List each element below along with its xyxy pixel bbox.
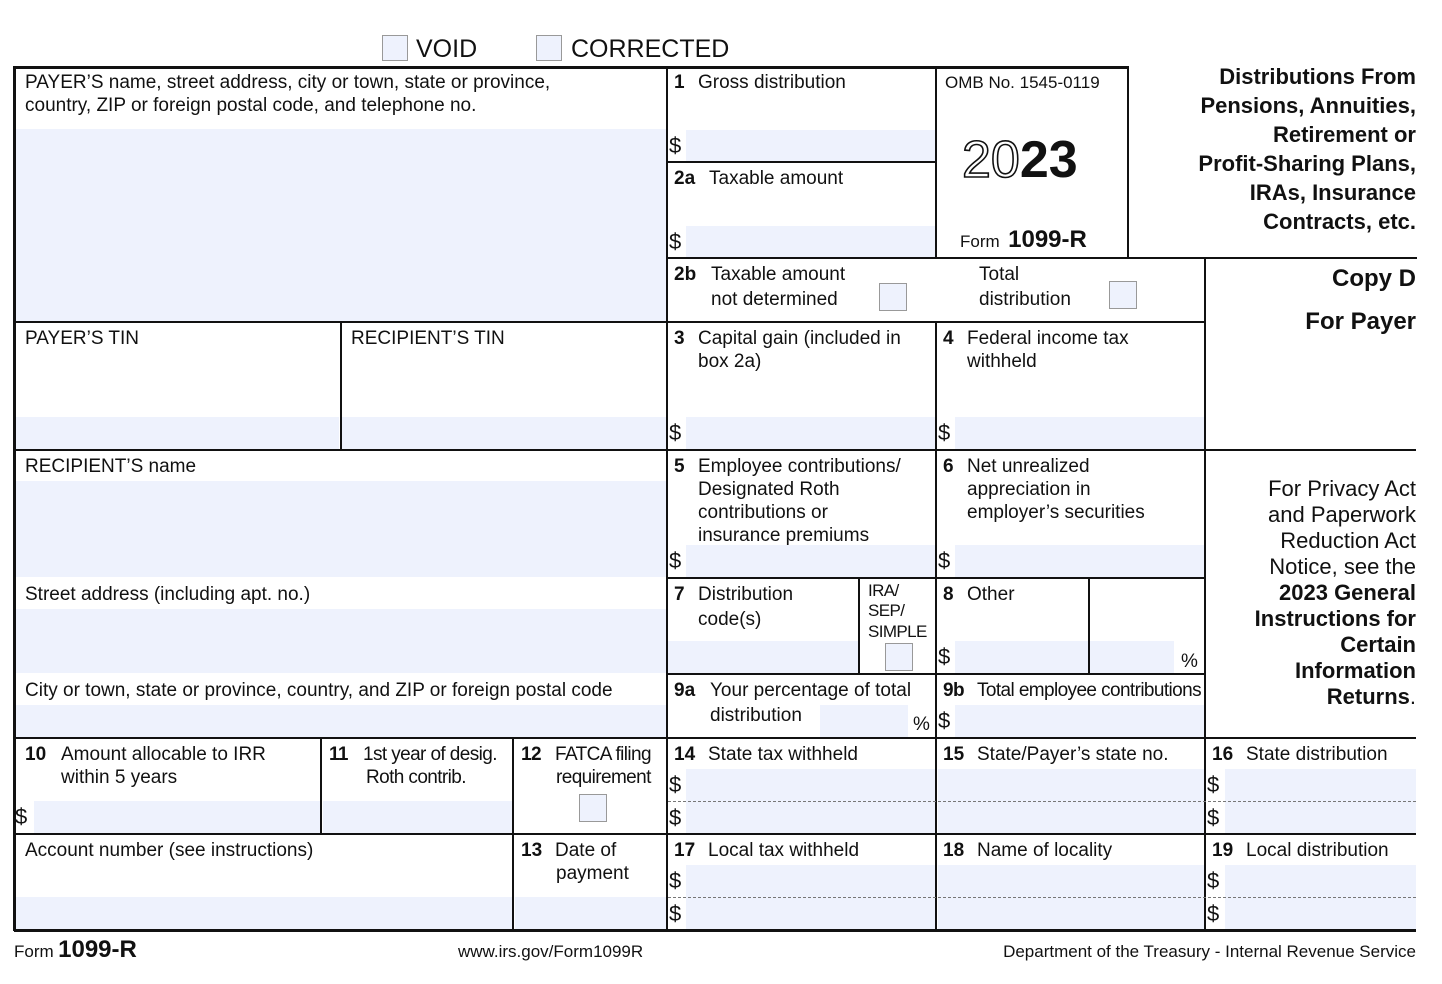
box2b-number: 2b (674, 264, 697, 285)
dollar-sign: $ (669, 901, 682, 926)
total-distribution-label-2: distribution (979, 289, 1071, 310)
box11-input[interactable] (323, 801, 513, 833)
total-distribution-checkbox[interactable] (1109, 281, 1137, 309)
tax-year (962, 132, 1078, 188)
box9a-text: Your percentage of total (710, 680, 912, 701)
footer-form-number: 1099-R (58, 936, 137, 963)
tax-year-bold: 23 (1019, 131, 1078, 189)
divider (14, 737, 1416, 739)
form-title-line: Pensions, Annuities, (1200, 93, 1416, 118)
box2b-label-2: not determined (711, 289, 838, 310)
box5-number: 5 (674, 456, 685, 477)
instructions-link: Information (1295, 658, 1416, 683)
box4-label (943, 327, 1129, 350)
box19-number: 19 (1212, 840, 1234, 861)
box5-input[interactable] (686, 545, 935, 577)
box4-label-2: withheld (967, 351, 1037, 372)
ira-label-2: SEP/ (868, 601, 905, 620)
divider (858, 578, 860, 674)
instructions-link: Returns (1326, 684, 1410, 709)
box10-number: 10 (25, 744, 47, 765)
dollar-sign: $ (669, 772, 682, 797)
box3-label-2: box 2a) (698, 351, 762, 372)
box6-label-3: employer’s securities (967, 502, 1145, 523)
box14-number: 14 (674, 744, 696, 765)
account-number-label: Account number (see instructions) (25, 840, 314, 861)
box2b-label (674, 263, 845, 286)
recipient-tin-label: RECIPIENT’S TIN (351, 328, 505, 349)
box10-text: Amount allocable to IRR (61, 744, 266, 765)
footer-form-word: Form (14, 942, 54, 961)
dollar-sign: $ (15, 804, 28, 829)
box9b-input[interactable] (955, 705, 1204, 737)
box5-label-4: insurance premiums (698, 525, 870, 546)
fatca-checkbox[interactable] (579, 794, 607, 822)
form-title-line: Retirement or (1272, 122, 1416, 147)
box14-text: State tax withheld (708, 744, 858, 765)
box15-text: State/Payer’s state no. (977, 744, 1169, 765)
form-border-left (13, 66, 16, 931)
divider (14, 833, 1416, 835)
recipient-name-label: RECIPIENT’S name (25, 456, 197, 477)
box12-label (521, 743, 651, 766)
box4-text: Federal income tax (967, 328, 1129, 349)
box6-text: Net unrealized (967, 456, 1090, 477)
box9b-number: 9b (943, 680, 964, 701)
box8-number: 8 (943, 584, 954, 605)
dollar-sign: $ (669, 133, 682, 158)
dollar-sign: $ (669, 229, 682, 254)
box1-label (674, 71, 846, 94)
form-title-line: Distributions From (1219, 64, 1416, 89)
box9b-text: Total employee contributions (977, 680, 1202, 701)
void-checkbox[interactable] (382, 35, 408, 61)
dashed-divider (668, 897, 1416, 898)
ira-label-1: IRA/ (868, 581, 899, 600)
box3-text: Capital gain (included in (698, 328, 901, 349)
divider (667, 257, 1417, 259)
notice-period: . (1409, 684, 1416, 709)
notice-line: Notice, see the (1269, 554, 1416, 579)
divider (14, 449, 1416, 451)
box1-number: 1 (674, 72, 685, 93)
dollar-sign: $ (938, 708, 951, 733)
box8-label (943, 583, 1015, 606)
box2a-label (674, 167, 843, 190)
divider (667, 161, 937, 163)
divider (340, 322, 342, 450)
dollar-sign: $ (669, 868, 682, 893)
for-payer-label: For Payer (1305, 308, 1416, 335)
box3-label (674, 327, 901, 350)
box9a-number: 9a (674, 680, 696, 701)
box5-label-2: Designated Roth (698, 479, 840, 500)
box13-label-2: payment (556, 863, 629, 884)
box3-number: 3 (674, 328, 685, 349)
payer-name-label-2: country, ZIP or foreign postal code, and telephone no. (25, 95, 477, 116)
box9a-input[interactable] (820, 705, 908, 737)
divider (1088, 578, 1090, 674)
box5-label-3: contributions or (698, 502, 828, 523)
notice-line: For Privacy Act (1268, 476, 1416, 501)
box13-input[interactable] (515, 897, 666, 929)
instructions-link: Instructions for (1254, 606, 1416, 631)
box6-input[interactable] (955, 545, 1204, 577)
payer-tin-input[interactable] (16, 417, 339, 449)
divider (1204, 258, 1206, 930)
copy-label: Copy D (1332, 265, 1416, 292)
ira-sep-simple-checkbox[interactable] (885, 643, 913, 671)
form-word: Form (960, 232, 1000, 251)
omb-number: OMB No. 1545-0119 (945, 73, 1100, 92)
street-address-input[interactable] (16, 609, 667, 673)
void-label: VOID (416, 35, 478, 63)
form-title-line: IRAs, Insurance (1249, 180, 1416, 205)
dollar-sign: $ (669, 548, 682, 573)
agency-label: Department of the Treasury - Internal Revenue Service (1003, 942, 1416, 961)
box11-text: 1st year of desig. (363, 744, 497, 765)
dollar-sign: $ (1207, 868, 1220, 893)
divider (14, 321, 1206, 323)
notice-line: and Paperwork (1268, 502, 1416, 527)
form-border-top (14, 66, 1128, 69)
box15-number: 15 (943, 744, 965, 765)
dollar-sign: $ (1207, 772, 1220, 797)
box12-number: 12 (521, 744, 541, 765)
box2b-text: Taxable amount (711, 264, 846, 285)
box12-label-2: requirement (556, 767, 651, 788)
box7-text: Distribution (698, 584, 794, 605)
ira-label-3: SIMPLE (868, 622, 927, 641)
city-input[interactable] (16, 705, 667, 737)
box19-text: Local distribution (1246, 840, 1389, 861)
privacy-notice (1255, 476, 1416, 710)
box18-number: 18 (943, 840, 965, 861)
box8-percent-sign: % (1181, 651, 1198, 672)
box7-input[interactable] (668, 641, 858, 673)
form-title-line: Contracts, etc. (1263, 209, 1416, 234)
footer-form-id (14, 936, 137, 964)
box9a-label-2: distribution (710, 705, 802, 726)
corrected-checkbox[interactable] (536, 35, 562, 61)
box16-text: State distribution (1246, 744, 1388, 765)
tax-year-outline: 20 (962, 131, 1020, 189)
box10-label (25, 743, 266, 766)
box11-label (329, 743, 497, 766)
city-label: City or town, state or province, country, and ZIP or foreign postal code (25, 680, 613, 701)
box1-text: Gross distribution (698, 72, 846, 93)
form-number: 1099-R (1008, 226, 1087, 253)
box9a-percent-sign: % (913, 714, 930, 735)
dollar-sign: $ (1207, 901, 1220, 926)
dollar-sign: $ (938, 420, 951, 445)
dollar-sign: $ (669, 420, 682, 445)
box13-label (521, 839, 616, 862)
box17-number: 17 (674, 840, 696, 861)
form-title-line: Profit-Sharing Plans, (1198, 151, 1416, 176)
box4-number: 4 (943, 328, 954, 349)
corrected-label: CORRECTED (571, 35, 730, 63)
payer-name-label-1: PAYER’S name, street address, city or town, state or province, (25, 72, 551, 93)
box8-percent-input[interactable] (1090, 641, 1174, 673)
box6-label-2: appreciation in (967, 479, 1091, 500)
box7-label (674, 583, 793, 606)
box6-label (943, 455, 1090, 478)
box2a-number: 2a (674, 168, 696, 189)
box8-text: Other (967, 584, 1015, 605)
box1-input[interactable] (686, 130, 935, 161)
box8-input[interactable] (955, 641, 1088, 673)
box16-label (1212, 743, 1388, 766)
box7-number: 7 (674, 584, 685, 605)
notice-line: Reduction Act (1280, 528, 1416, 553)
dollar-sign: $ (938, 548, 951, 573)
box3-input[interactable] (686, 417, 935, 449)
box15-label (943, 743, 1169, 766)
dollar-sign: $ (669, 805, 682, 830)
instructions-link: 2023 General (1279, 580, 1416, 605)
payer-tin-label: PAYER’S TIN (25, 328, 140, 349)
dollar-sign: $ (938, 644, 951, 669)
box2a-input[interactable] (686, 226, 935, 257)
dollar-sign: $ (1207, 805, 1220, 830)
payer-name-input[interactable] (16, 129, 667, 321)
box18-label (943, 839, 1112, 862)
box6-number: 6 (943, 456, 954, 477)
box4-input[interactable] (955, 417, 1204, 449)
box10-input[interactable] (34, 801, 321, 833)
recipient-name-input[interactable] (16, 481, 667, 577)
box11-number: 11 (329, 744, 348, 765)
box2a-text: Taxable amount (709, 168, 844, 189)
dashed-divider (668, 801, 1416, 802)
instructions-link: Certain (1340, 632, 1416, 657)
box2b-checkbox[interactable] (879, 283, 907, 311)
divider (667, 673, 1205, 675)
box18-text: Name of locality (977, 840, 1113, 861)
box16-number: 16 (1212, 744, 1234, 765)
box13-number: 13 (521, 840, 543, 861)
box12-text: FATCA filing (555, 744, 651, 765)
form-title (1198, 62, 1416, 236)
recipient-tin-input[interactable] (342, 417, 667, 449)
street-address-label: Street address (including apt. no.) (25, 584, 311, 605)
form-id (960, 226, 1087, 254)
box13-text: Date of (555, 840, 617, 861)
box5-label (674, 455, 901, 478)
box11-label-2: Roth contrib. (366, 767, 466, 788)
box14-label (674, 743, 858, 766)
divider (667, 577, 1205, 579)
divider (935, 322, 937, 930)
box9a-label (674, 679, 911, 702)
box7-label-2: code(s) (698, 609, 762, 630)
box5-text: Employee contributions/ (698, 456, 901, 477)
irs-url-link[interactable]: www.irs.gov/Form1099R (458, 942, 644, 961)
total-distribution-label-1: Total (979, 264, 1020, 285)
box10-label-2: within 5 years (61, 767, 178, 788)
box17-text: Local tax withheld (708, 840, 860, 861)
box9b-label (943, 679, 1201, 702)
divider (1127, 66, 1129, 258)
box19-label (1212, 839, 1389, 862)
box17-label (674, 839, 859, 862)
account-number-input[interactable] (16, 897, 513, 929)
divider (320, 738, 322, 834)
